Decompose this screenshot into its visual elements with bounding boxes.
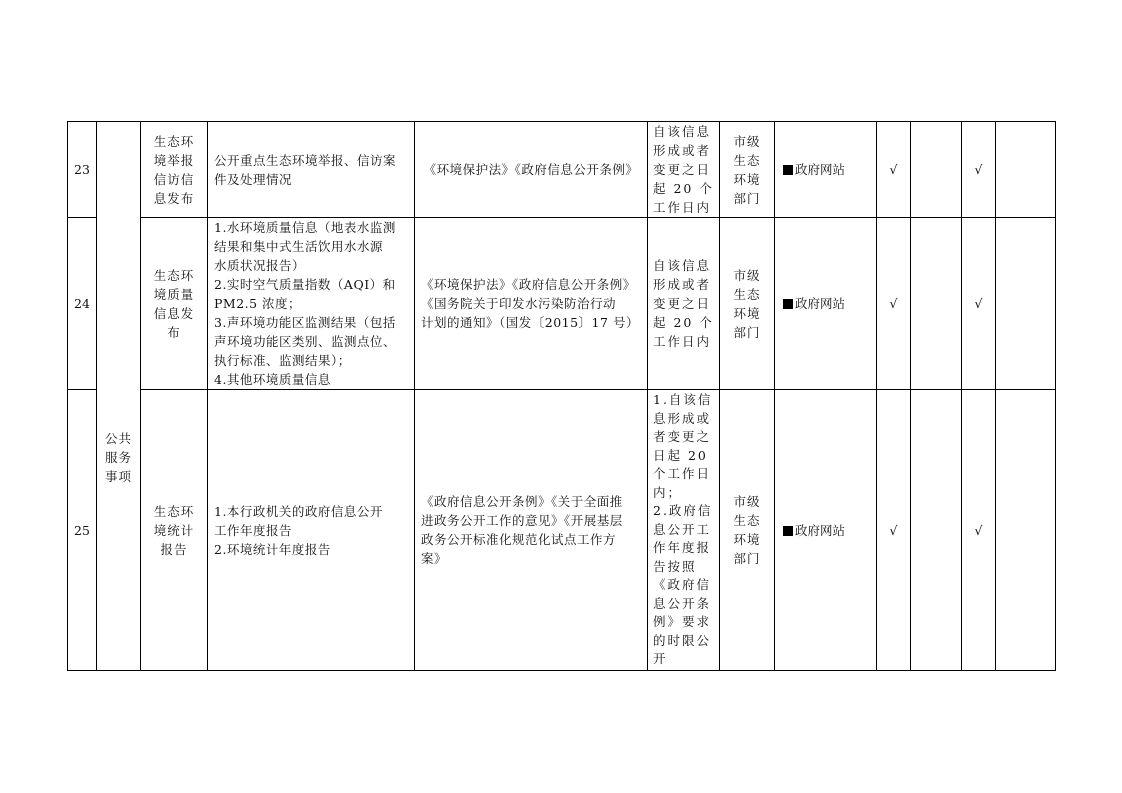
- category-label: 公共 服务 事项: [104, 431, 132, 484]
- responsible-dept: 市级 生态 环境 部门: [720, 122, 775, 218]
- disclosure-content: 1.本行政机关的政府信息公开 工作年度报告 2.环境统计年度报告: [208, 390, 415, 671]
- legal-basis: 《政府信息公开条例》《关于全面推 进政务公开工作的意见》《开展基层 政务公开标准化规范化试点工作方 案》: [415, 390, 648, 671]
- check-mark: √: [962, 390, 996, 671]
- channel-cell: [775, 218, 877, 390]
- filled-square-icon: [783, 165, 793, 175]
- table-row: [68, 390, 1056, 671]
- row-number: 23: [68, 122, 97, 218]
- empty-cell: [911, 122, 962, 218]
- channel-cell: [775, 390, 877, 671]
- disclosure-time: 自该信息 形成或者 变更之日 起 20 个 工作日内: [648, 218, 720, 390]
- row-number: 24: [68, 218, 97, 390]
- channel-cell: [775, 122, 877, 218]
- channel-label: 政府网站: [795, 522, 846, 538]
- item-name: 生态环 境统计 报告: [141, 390, 208, 671]
- empty-cell: [911, 390, 962, 671]
- check-mark: √: [877, 122, 911, 218]
- disclosure-time: 1.自该信 息形成或 者变更之 日起 20 个工作日 内； 2.政府信 息公开工 作年度报 告按照 《政府信 息公开条 例》要求 的时限公 开: [648, 390, 720, 671]
- empty-cell: [911, 218, 962, 390]
- item-name: 生态环 境质量 信息发 布: [141, 218, 208, 390]
- responsible-dept: 市级 生态 环境 部门: [720, 218, 775, 390]
- check-mark: √: [962, 218, 996, 390]
- legal-basis: 《环境保护法》《政府信息公开条例》 《国务院关于印发水污染防治行动 计划的通知》（国发〔2015〕17 号）: [415, 218, 648, 390]
- legal-basis: 《环境保护法》《政府信息公开条例》: [415, 122, 648, 218]
- disclosure-content: 1.水环境质量信息（地表水监测 结果和集中式生活饮用水水源 水质状况报告） 2.实时空气质量指数（AQI）和 PM2.5 浓度； 3.声环境功能区监测结果（包括 声环境功能区类别、监测点位、 执行标准、监测结果）； 4.其他环境质量信息: [208, 218, 415, 390]
- check-mark: √: [962, 122, 996, 218]
- filled-square-icon: [783, 526, 793, 536]
- channel-label: 政府网站: [795, 296, 846, 311]
- check-mark: √: [877, 218, 911, 390]
- row-number: 25: [68, 390, 97, 671]
- empty-cell: [996, 218, 1056, 390]
- category-cell: [97, 122, 141, 671]
- table-row: [68, 218, 1056, 390]
- item-name: 生态环 境举报 信访信 息发布: [141, 122, 208, 218]
- check-mark: √: [877, 390, 911, 671]
- disclosure-time: 自该信息 形成或者 变更之日 起 20 个 工作日内: [648, 122, 720, 218]
- channel-label: 政府网站: [795, 162, 846, 177]
- responsible-dept: 市级 生态 环境 部门: [720, 390, 775, 671]
- table-row: [68, 122, 1056, 218]
- filled-square-icon: [783, 299, 793, 309]
- disclosure-content: 公开重点生态环境举报、信访案 件及处理情况: [208, 122, 415, 218]
- empty-cell: [996, 122, 1056, 218]
- disclosure-table: [67, 121, 1056, 671]
- empty-cell: [996, 390, 1056, 671]
